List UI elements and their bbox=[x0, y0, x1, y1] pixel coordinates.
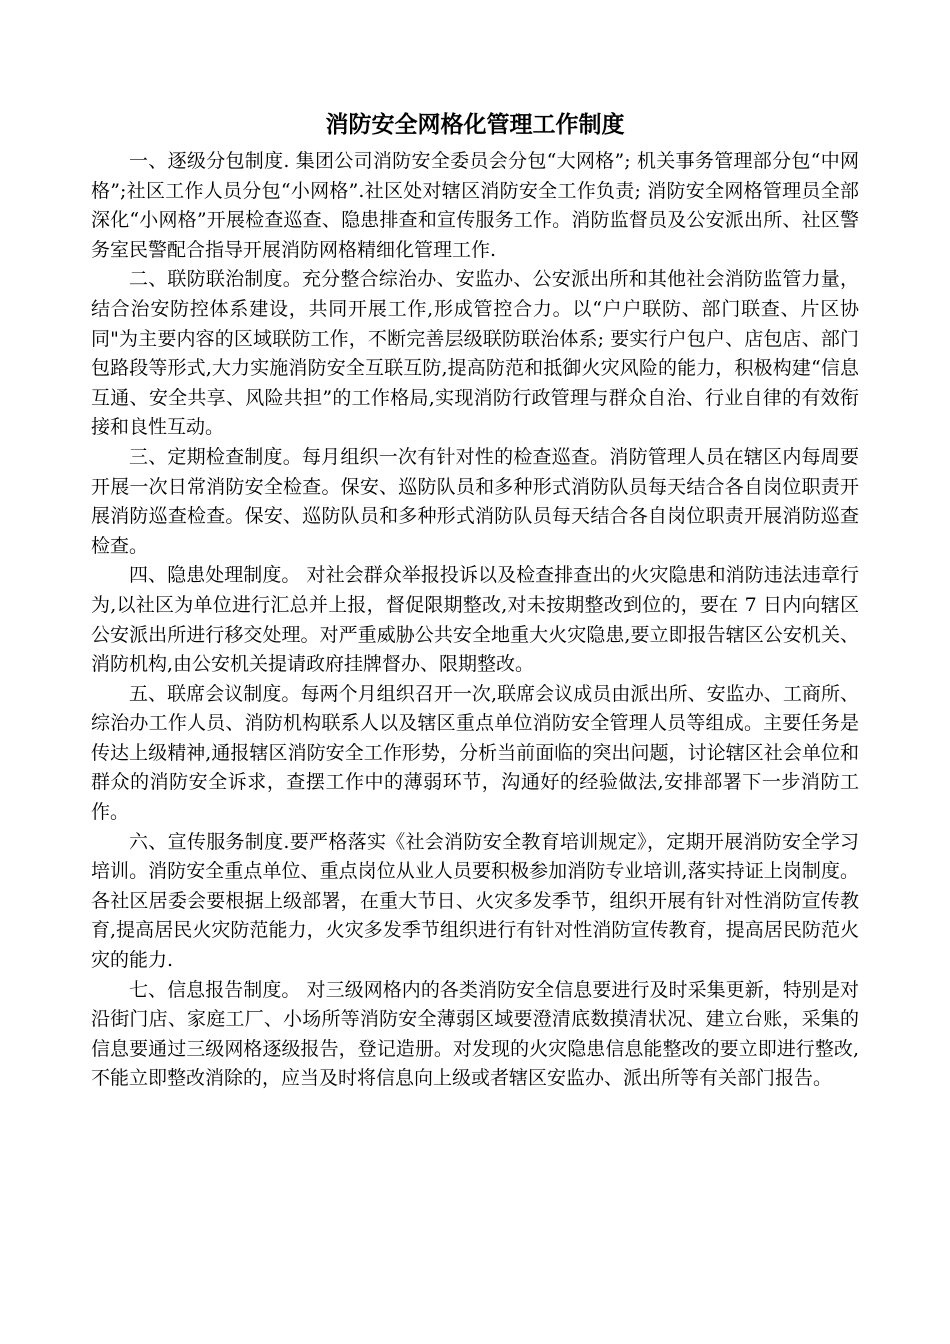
paragraph-joint-meeting: 五、联席会议制度。每两个月组织召开一次,联席会议成员由派出所、安监办、工商所、综治办工作人员、消防机构联系人以及辖区重点单位消防安全管理人员等组成。主要任务是传达上级精神,通报辖区消防安全工作形势，分析当前面临的突出问题，讨论辖区社会单位和群众的消防安全诉求，查摆工作中的薄弱环节，沟通好的经验做法,安排部署下一步消防工作。 bbox=[91, 682, 859, 824]
paragraph-information-reporting: 七、信息报告制度。 对三级网格内的各类消防安全信息要进行及时采集更新，特别是对沿街门店、家庭工厂、小场所等消防安全薄弱区域要澄清底数摸清状况、建立台账，采集的信息要通过三级网格逐级报告，登记造册。对发现的火灾隐患信息能整改的要立即进行整改,不能立即整改消除的，应当及时将信息向上级或者辖区安监办、派出所等有关部门报告。 bbox=[91, 978, 859, 1090]
paragraph-tiered-contracting: 一、逐级分包制度. 集团公司消防安全委员会分包“大网格”; 机关事务管理部分包“中网格”;社区工作人员分包“小网格”.社区处对辖区消防安全工作负责; 消防安全网格管理员全部深化“小网格”开展检查巡查、隐患排查和宣传服务工作。消防监督员及公安派出所、社区警务室民警配合指导开展消防网格精细化管理工作. bbox=[91, 150, 859, 261]
document-body bbox=[91, 147, 859, 1094]
paragraph-hazard-handling: 四、隐患处理制度。 对社会群众举报投诉以及检查排查出的火灾隐患和消防违法违章行为,以社区为单位进行汇总并上报，督促限期整改,对未按期整改到位的，要在 7 日内向辖区公安派出所进行移交处理。对严重威胁公共安全地重大火灾隐患,要立即报告辖区公安机关、消防机构,由公安机关提请政府挂牌督办、限期整改。 bbox=[91, 564, 859, 676]
paragraph-joint-prevention: 二、联防联治制度。充分整合综治办、安监办、公安派出所和其他社会消防监管力量，结合治安防控体系建设，共同开展工作,形成管控合力。以“户户联防、部门联查、片区协同"为主要内容的区域联防工作，不断完善层级联防联治体系; 要实行户包户、店包店、部门包路段等形式,大力实施消防安全互联互防,提高防范和抵御火灾风险的能力，积极构建“信息互通、安全共享、风险共担”的工作格局,实现消防行政管理与群众自治、行业自律的有效衔接和良性互动。 bbox=[91, 268, 859, 439]
page-title: 消防安全网格化管理工作制度 bbox=[325, 111, 625, 138]
paragraph-publicity-service: 六、宣传服务制度.要严格落实《社会消防安全教育培训规定》，定期开展消防安全学习培训。消防安全重点单位、重点岗位从业人员要积极参加消防专业培训,落实持证上岗制度。各社区居委会要根据上级部署，在重大节日、火灾多发季节，组织开展有针对性消防宣传教育,提高居民火灾防范能力，火灾多发季节组织进行有针对性消防宣传教育，提高居民防范火灾的能力. bbox=[91, 830, 859, 972]
paragraph-regular-inspection: 三、定期检查制度。每月组织一次有针对性的检查巡查。消防管理人员在辖区内每周要开展一次日常消防安全检查。保安、巡防队员和多种形式消防队员每天结合各自岗位职责开展消防巡查检查。保安、巡防队员和多种形式消防队员每天结合各自岗位职责开展消防巡查检查。 bbox=[91, 445, 859, 557]
